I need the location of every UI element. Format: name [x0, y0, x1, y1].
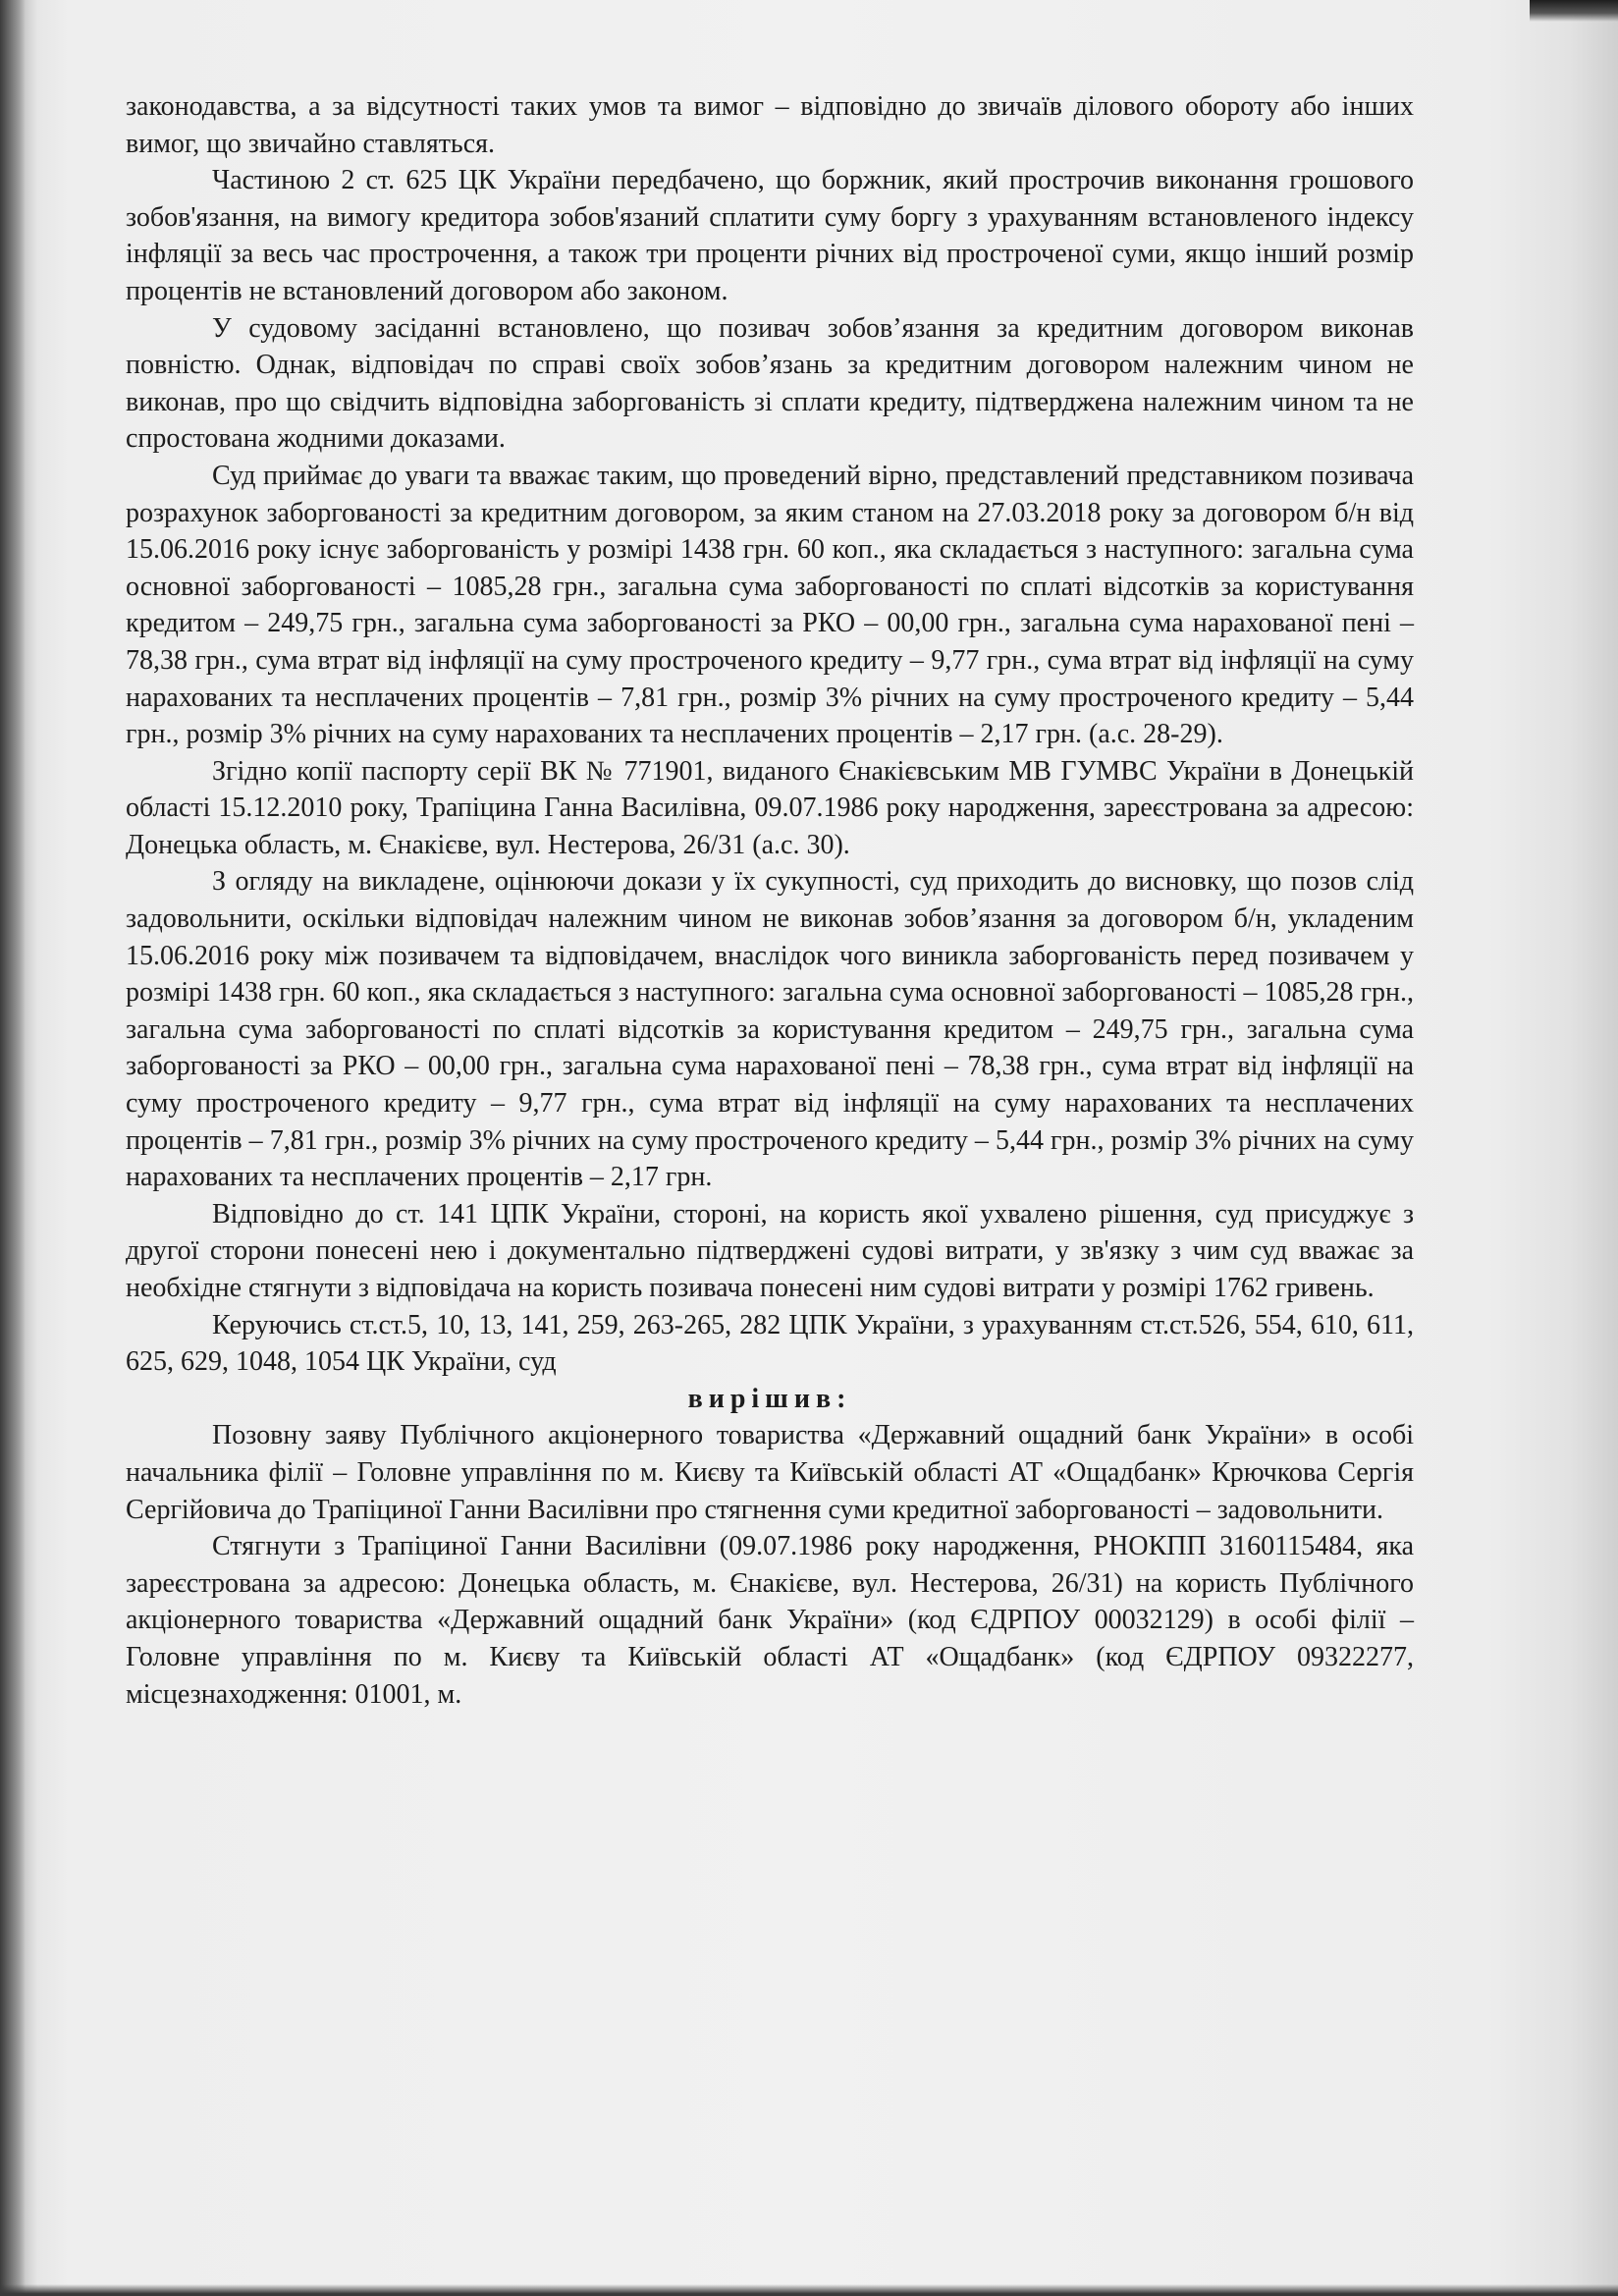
document-body: [126, 88, 1414, 1713]
paragraph-legislation-continuation: законодавства, а за відсутності таких умов та вимог – відповідно до звичаїв ділового обороту або інших вимог, що звичайно ставляться.: [126, 91, 1414, 159]
paragraph-court-costs: Відповідно до ст. 141 ЦПК України, стороні, на користь якої ухвалено рішення, суд присуджує з другої сторони понесені нею і документально підтверджені судові витрати, у зв'язку з чим суд вважає за необхідне стягнути з відповідача на користь позивача понесені ним судові витрати у розмірі 1762 гривень.: [126, 1198, 1414, 1303]
scan-left-edge: [0, 0, 26, 2296]
paragraph-court-conclusion: З огляду на викладене, оцінюючи докази у їх сукупності, суд приходить до висновку, що позов слід задовольнити, оскільки відповідач належним чином не виконав зобов’язання за договором б/н, укладеним 15.06.2016 року між позивачем та відповідачем, внаслідок чого виникла заборгованість перед позивачем у розмірі 1438 грн. 60 коп., яка складається з наступного: загальна сума основної заборгованості – 1085,28 грн., загальна сума заборгованості по сплаті відсотків за користування кредитом – 249,75 грн., загальна сума заборгованості за РКО – 00,00 грн., загальна сума нарахованої пені – 78,38 грн., сума втрат від інфляції на суму простроченого кредиту – 9,77 грн., сума втрат від інфляції на суму нарахованих та несплачених процентів – 7,81 грн., розмір 3% річних на суму простроченого кредиту – 5,44 грн., розмір 3% річних на суму нарахованих та несплачених процентів – 2,17 грн.: [126, 866, 1414, 1193]
paragraph-debt-calculation: Суд приймає до уваги та вважає таким, що проведений вірно, представлений представником позивача розрахунок заборгованості за кредитним договором, за яким станом на 27.03.2018 року за договором б/н від 15.06.2016 року існує заборгованість у розмірі 1438 грн. 60 коп., яка складається з наступного: загальна сума основної заборгованості – 1085,28 грн., загальна сума заборгованості по сплаті відсотків за користування кредитом – 249,75 грн., загальна сума заборгованості за РКО – 00,00 грн., загальна сума нарахованої пені – 78,38 грн., сума втрат від інфляції на суму простроченого кредиту – 9,77 грн., сума втрат від інфляції на суму нарахованих та несплачених процентів – 7,81 грн., розмір 3% річних на суму простроченого кредиту – 5,44 грн., розмір 3% річних на суму нарахованих та несплачених процентів – 2,17 грн. (а.с. 28-29).: [126, 460, 1414, 750]
paragraph-recover-from: Стягнути з Трапіциної Ганни Василівни (09.07.1986 року народження, РНОКПП 3160115484, яка зареєстрована за адресою: Донецька область, м. Єнакієве, вул. Нестерова, 26/31) на користь Публічного акціонерного товариства «Державний ощадний банк України» (код ЄДРПОУ 00032129) в особі філії – Головне управління по м. Києву та Київській області АТ «Ощадбанк» (код ЄДРПОУ 09322277, місцезнаходження: 01001, м.: [126, 1531, 1414, 1710]
scan-top-right-shadow: [1530, 0, 1618, 22]
paragraph-passport-info: Згідно копії паспорту серії ВК № 771901, виданого Єнакієвським МВ ГУМВС України в Донецькій області 15.12.2010 року, Трапіцина Ганна Василівна, 09.07.1986 року народження, зареєстрована за адресою: Донецька область, м. Єнакієве, вул. Нестерова, 26/31 (а.с. 30).: [126, 755, 1414, 860]
paragraph-claim-satisfied: Позовну заяву Публічного акціонерного товариства «Державний ощадний банк України» в особі начальника філії – Головне управління по м. Києву та Київській області АТ «Ощадбанк» Крючкова Сергія Сергійовича до Трапіциної Ганни Василівни про стягнення суми кредитної заборгованості – задовольнити.: [126, 1420, 1414, 1525]
paragraph-guided-by: Керуючись ст.ст.5, 10, 13, 141, 259, 263-265, 282 ЦПК України, з урахуванням ст.ст.526, 554, 610, 611, 625, 629, 1048, 1054 ЦК України, суд: [126, 1309, 1414, 1378]
scan-bottom-edge: [0, 2284, 1618, 2296]
paragraph-article-625: Частиною 2 ст. 625 ЦК України передбачено, що боржник, який прострочив виконання грошового зобов'язання, на вимогу кредитора зобов'язаний сплатити суму боргу з урахуванням встановленого індексу інфляції за весь час прострочення, а також три проценти річних від простроченої суми, якщо інший розмір процентів не встановлений договором або законом.: [126, 165, 1414, 306]
decision-heading: вирішив:: [687, 1383, 852, 1414]
paragraph-court-established: У судовому засіданні встановлено, що позивач зобов’язання за кредитним договором виконав повністю. Однак, відповідач по справі своїх зобов’язань за кредитним договором належним чином не виконав, про що свідчить відповідна заборгованість зі сплати кредиту, підтверджена належним чином та не спростована жодними доказами.: [126, 312, 1414, 455]
